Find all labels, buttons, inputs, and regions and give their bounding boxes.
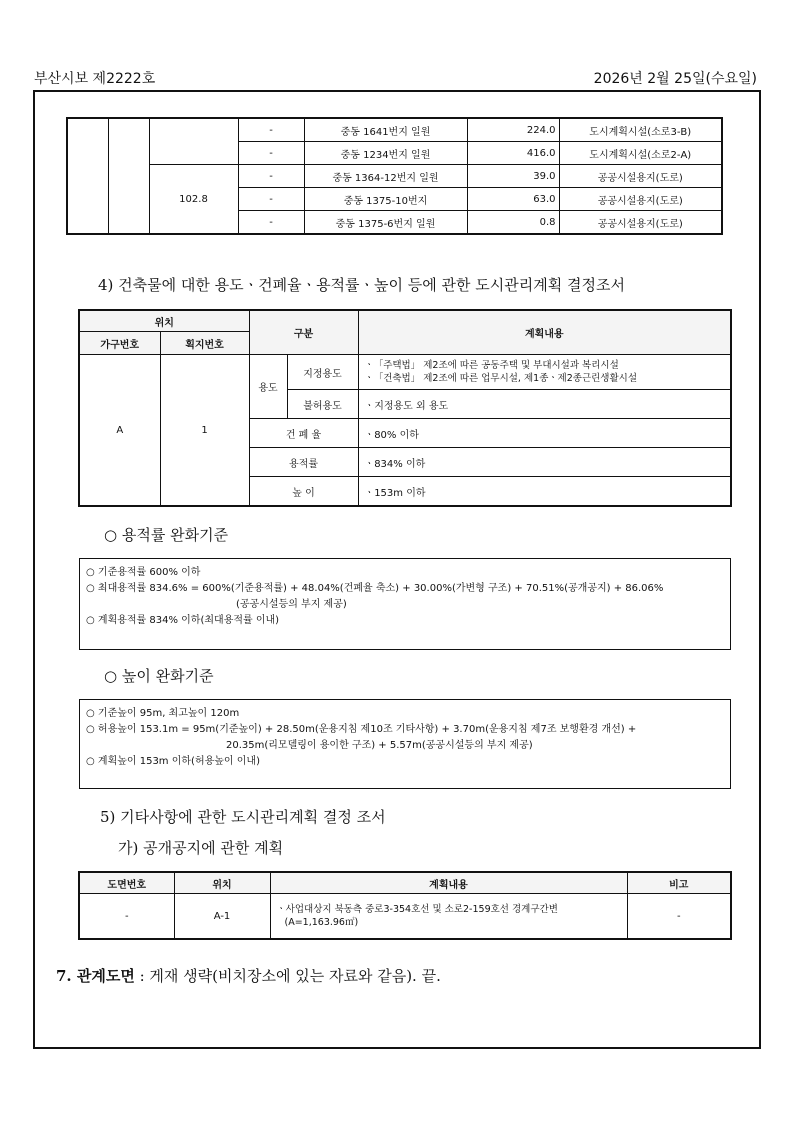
lot-no-header: 획지번호 [160, 332, 249, 355]
table-row: - 중동 1375-10번지 63.0 공공시설용지(도로) [67, 188, 722, 211]
table-row: - 중동 1234번지 일원 416.0 도시계획시설(소로2-A) [67, 142, 722, 165]
table-row: - 중동 1641번지 일원 224.0 도시계획시설(소로3-B) [67, 118, 722, 142]
table-row: - A-1 ㆍ사업대상지 북동측 중로3-354호선 및 소로2-159호선 경계구간변 (A=1,163.96㎡) - [79, 894, 731, 940]
height-relief-title: ○ 높이 완화기준 [104, 667, 214, 685]
section4-title: 4) 건축물에 대한 용도ㆍ건폐율ㆍ용적률ㆍ높이 등에 관한 도시관리계획 결정조서 [98, 276, 625, 294]
lot-value: 1 [160, 355, 249, 507]
section5-subtitle: 가) 공개공지에 관한 계획 [118, 839, 284, 857]
far-relief-title: ○ 용적률 완화기준 [104, 526, 229, 544]
plan-header: 계획내용 [270, 872, 627, 894]
area-value: 102.8 [149, 165, 238, 235]
section7-text: : 게재 생략(비치장소에 있는 자료와 같음). 끝. [134, 967, 441, 985]
table-row: - 중동 1375-6번지 일원 0.8 공공시설용지(도로) [67, 211, 722, 235]
category-header: 구분 [249, 310, 358, 355]
table-row: 높 이 ㆍ153m 이하 [79, 477, 731, 507]
section7-label: 7. 관계도면 [56, 967, 135, 985]
location-header: 위치 [79, 310, 249, 332]
table-row: A 1 용도 지정용도 ㆍ「주택법」 제2조에 따른 공동주택 및 부대시설과 복리시설 ㆍ「건축법」 제2조에 따른 업무시설, 제1종ㆍ제2종근린생활시설 [79, 355, 731, 390]
section7 [56, 965, 441, 986]
land-table [66, 117, 723, 235]
open-space-table [78, 871, 732, 940]
bulletin-date: 2026년 2월 25일(수요일) [593, 71, 757, 87]
section5-title: 5) 기타사항에 관한 도시관리계획 결정 조서 [100, 808, 386, 826]
height-relief-box: ○ 기준높이 95m, 최고높이 120m ○ 허용높이 153.1m = 95m(기준높이) + 28.50m(운용지침 제10조 기타사항) + 3.70m(운용지침 제7조 보행환경 개선) + 20.35m(리모델링이 용이한 구조) + 5.57m(공공시설등의 부지 제공) ○ 계획높이 153m 이하(허용높이 이내) [79, 699, 731, 789]
plan-header: 계획내용 [358, 310, 731, 355]
building-plan-table [78, 309, 732, 507]
table-row: 불허용도 ㆍ지정용도 외 용도 [79, 390, 731, 419]
table-row: 102.8 - 중동 1364-12번지 일원 39.0 공공시설용지(도로) [67, 165, 722, 188]
block-no-header: 가구번호 [79, 332, 160, 355]
bulletin-issue: 부산시보 제2222호 [34, 71, 156, 87]
drawing-no-header: 도면번호 [79, 872, 174, 894]
block-value: A [79, 355, 160, 507]
table-row: 용적률 ㆍ834% 이하 [79, 448, 731, 477]
remark-header: 비고 [627, 872, 731, 894]
location-header: 위치 [174, 872, 270, 894]
table-row: 건 폐 율 ㆍ80% 이하 [79, 419, 731, 448]
far-relief-box: ○ 기준용적률 600% 이하 ○ 최대용적률 834.6% = 600%(기준용적률) + 48.04%(건폐율 축소) + 30.00%(가변형 구조) + 70.51%(공개공지) + 86.06% (공공시설등의 부지 제공) ○ 계획용적률 834% 이하(최대용적률 이내) [79, 558, 731, 650]
